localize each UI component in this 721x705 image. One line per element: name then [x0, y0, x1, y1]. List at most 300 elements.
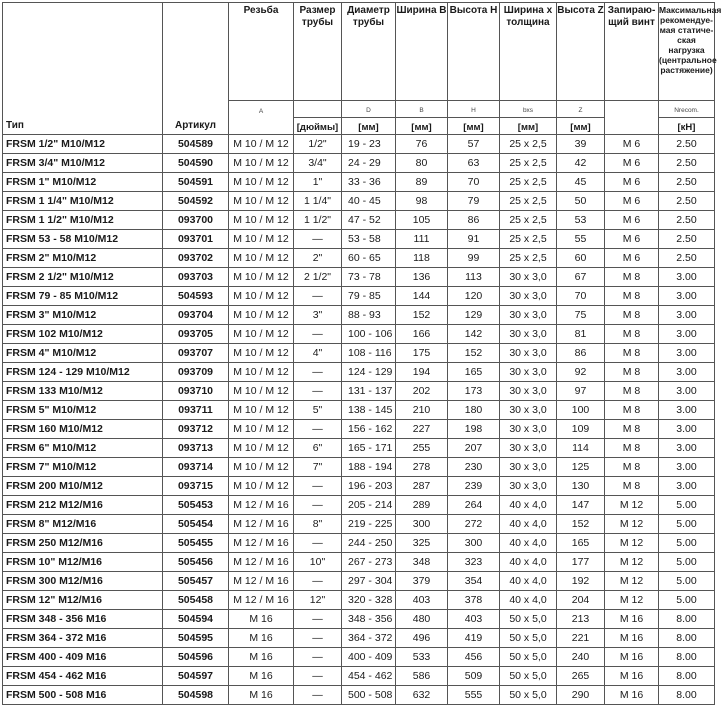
- cell-thread: M 10 / M 12: [229, 192, 294, 211]
- cell-thread: M 16: [229, 629, 294, 648]
- cell-pipe-size: —: [294, 287, 342, 306]
- cell-height-z: 81: [557, 325, 605, 344]
- cell-lock-screw: M 8: [605, 306, 659, 325]
- cell-thread: M 10 / M 12: [229, 325, 294, 344]
- cell-width-b: 533: [396, 648, 448, 667]
- cell-width-b: 144: [396, 287, 448, 306]
- cell-diameter: 219 - 225: [342, 515, 396, 534]
- cell-width-b: 632: [396, 686, 448, 705]
- cell-article: 093704: [163, 306, 229, 325]
- cell-type: FRSM 3/4" M10/M12: [3, 154, 163, 173]
- cell-pipe-size: —: [294, 496, 342, 515]
- cell-thread: M 16: [229, 667, 294, 686]
- cell-diameter: 500 - 508: [342, 686, 396, 705]
- cell-max-load: 5.00: [659, 496, 715, 515]
- cell-type: FRSM 1/2" M10/M12: [3, 135, 163, 154]
- cell-height-z: 177: [557, 553, 605, 572]
- cell-max-load: 3.00: [659, 420, 715, 439]
- cell-diameter: 40 - 45: [342, 192, 396, 211]
- cell-diameter: 188 - 194: [342, 458, 396, 477]
- cell-max-load: 5.00: [659, 572, 715, 591]
- cell-thread: M 10 / M 12: [229, 287, 294, 306]
- cell-type: FRSM 500 - 508 M16: [3, 686, 163, 705]
- table-row: [3, 344, 715, 363]
- cell-lock-screw: M 6: [605, 173, 659, 192]
- header-max-load-unit: [кН]: [659, 118, 715, 135]
- cell-width-thickness: 30 x 3,0: [500, 458, 557, 477]
- cell-width-b: 496: [396, 629, 448, 648]
- cell-pipe-size: —: [294, 648, 342, 667]
- cell-pipe-size: —: [294, 667, 342, 686]
- cell-height-z: 45: [557, 173, 605, 192]
- cell-lock-screw: M 12: [605, 572, 659, 591]
- cell-max-load: 5.00: [659, 553, 715, 572]
- cell-thread: M 10 / M 12: [229, 401, 294, 420]
- cell-height-z: 192: [557, 572, 605, 591]
- header-diameter-label: Диаметр трубы: [347, 5, 390, 28]
- table-row: [3, 287, 715, 306]
- table-row: [3, 648, 715, 667]
- cell-diameter: 320 - 328: [342, 591, 396, 610]
- cell-width-b: 287: [396, 477, 448, 496]
- cell-diameter: 88 - 93: [342, 306, 396, 325]
- cell-width-b: 152: [396, 306, 448, 325]
- cell-width-thickness: 30 x 3,0: [500, 477, 557, 496]
- cell-type: FRSM 1 1/4" M10/M12: [3, 192, 163, 211]
- cell-height-z: 109: [557, 420, 605, 439]
- cell-lock-screw: M 12: [605, 515, 659, 534]
- cell-max-load: 3.00: [659, 268, 715, 287]
- cell-type: FRSM 7" M10/M12: [3, 458, 163, 477]
- cell-width-b: 586: [396, 667, 448, 686]
- header-thread-label: Резьба: [243, 5, 279, 16]
- cell-lock-screw: M 12: [605, 496, 659, 515]
- cell-lock-screw: M 16: [605, 610, 659, 629]
- cell-lock-screw: M 6: [605, 192, 659, 211]
- cell-width-b: 202: [396, 382, 448, 401]
- cell-height-z: 70: [557, 287, 605, 306]
- cell-thread: M 10 / M 12: [229, 458, 294, 477]
- cell-type: FRSM 1 1/2" M10/M12: [3, 211, 163, 230]
- cell-lock-screw: M 8: [605, 344, 659, 363]
- cell-width-thickness: 40 x 4,0: [500, 572, 557, 591]
- cell-height-h: 555: [448, 686, 500, 705]
- header-article: Артикул: [163, 3, 229, 135]
- cell-thread: M 10 / M 12: [229, 268, 294, 287]
- cell-width-thickness: 50 x 5,0: [500, 648, 557, 667]
- cell-diameter: 165 - 171: [342, 439, 396, 458]
- cell-max-load: 3.00: [659, 477, 715, 496]
- cell-width-b: 166: [396, 325, 448, 344]
- cell-type: FRSM 124 - 129 M10/M12: [3, 363, 163, 382]
- cell-thread: M 10 / M 12: [229, 154, 294, 173]
- cell-diameter: 33 - 36: [342, 173, 396, 192]
- cell-article: 093710: [163, 382, 229, 401]
- cell-diameter: 244 - 250: [342, 534, 396, 553]
- cell-width-b: 89: [396, 173, 448, 192]
- cell-width-thickness: 30 x 3,0: [500, 325, 557, 344]
- header-type: Тип: [3, 3, 163, 135]
- product-spec-table: [2, 2, 721, 705]
- cell-height-h: 173: [448, 382, 500, 401]
- cell-diameter: 400 - 409: [342, 648, 396, 667]
- cell-lock-screw: M 6: [605, 211, 659, 230]
- cell-diameter: 138 - 145: [342, 401, 396, 420]
- cell-type: FRSM 3" M10/M12: [3, 306, 163, 325]
- cell-height-z: 75: [557, 306, 605, 325]
- cell-pipe-size: 4": [294, 344, 342, 363]
- cell-width-b: 348: [396, 553, 448, 572]
- cell-pipe-size: —: [294, 629, 342, 648]
- cell-width-thickness: 50 x 5,0: [500, 686, 557, 705]
- cell-width-thickness: 40 x 4,0: [500, 496, 557, 515]
- cell-thread: M 10 / M 12: [229, 439, 294, 458]
- cell-pipe-size: 1/2": [294, 135, 342, 154]
- table-row: [3, 534, 715, 553]
- cell-width-thickness: 25 x 2,5: [500, 249, 557, 268]
- table-row: [3, 211, 715, 230]
- cell-height-h: 165: [448, 363, 500, 382]
- cell-height-z: 240: [557, 648, 605, 667]
- cell-thread: M 10 / M 12: [229, 249, 294, 268]
- table-row: [3, 230, 715, 249]
- cell-article: 093705: [163, 325, 229, 344]
- table-row: [3, 686, 715, 705]
- cell-max-load: 5.00: [659, 515, 715, 534]
- cell-width-b: 278: [396, 458, 448, 477]
- cell-height-h: 99: [448, 249, 500, 268]
- cell-height-z: 152: [557, 515, 605, 534]
- header-pipe-size-unit: [дюймы]: [294, 118, 342, 135]
- cell-width-b: 480: [396, 610, 448, 629]
- cell-article: 093703: [163, 268, 229, 287]
- cell-pipe-size: 5": [294, 401, 342, 420]
- cell-height-z: 86: [557, 344, 605, 363]
- cell-max-load: 3.00: [659, 325, 715, 344]
- cell-height-h: 354: [448, 572, 500, 591]
- cell-lock-screw: M 8: [605, 287, 659, 306]
- cell-pipe-size: 12": [294, 591, 342, 610]
- cell-pipe-size: —: [294, 420, 342, 439]
- cell-max-load: 3.00: [659, 287, 715, 306]
- cell-max-load: 5.00: [659, 534, 715, 553]
- cell-width-thickness: 25 x 2,5: [500, 173, 557, 192]
- cell-type: FRSM 400 - 409 M16: [3, 648, 163, 667]
- cell-width-b: 379: [396, 572, 448, 591]
- cell-type: FRSM 212 M12/M16: [3, 496, 163, 515]
- table-row: [3, 572, 715, 591]
- cell-thread: M 16: [229, 686, 294, 705]
- header-height-z-label: Высота Z: [557, 5, 604, 16]
- cell-max-load: 8.00: [659, 629, 715, 648]
- cell-max-load: 3.00: [659, 458, 715, 477]
- cell-article: 504595: [163, 629, 229, 648]
- table-row: [3, 192, 715, 211]
- cell-article: 505453: [163, 496, 229, 515]
- cell-thread: M 12 / M 16: [229, 515, 294, 534]
- cell-diameter: 19 - 23: [342, 135, 396, 154]
- cell-width-b: 98: [396, 192, 448, 211]
- cell-type: FRSM 4" M10/M12: [3, 344, 163, 363]
- cell-thread: M 10 / M 12: [229, 382, 294, 401]
- cell-height-z: 39: [557, 135, 605, 154]
- cell-pipe-size: —: [294, 477, 342, 496]
- table-row: [3, 135, 715, 154]
- cell-max-load: 8.00: [659, 667, 715, 686]
- cell-pipe-size: 3": [294, 306, 342, 325]
- cell-width-thickness: 25 x 2,5: [500, 154, 557, 173]
- cell-width-thickness: 30 x 3,0: [500, 287, 557, 306]
- header-width-b: [396, 3, 448, 101]
- header-pipe-size: [294, 3, 342, 101]
- table-row: [3, 629, 715, 648]
- cell-height-h: 120: [448, 287, 500, 306]
- cell-article: 504591: [163, 173, 229, 192]
- header-width-thickness-symbol: bxs: [500, 101, 557, 118]
- cell-type: FRSM 454 - 462 M16: [3, 667, 163, 686]
- cell-width-thickness: 25 x 2,5: [500, 230, 557, 249]
- cell-article: 504589: [163, 135, 229, 154]
- cell-thread: M 10 / M 12: [229, 363, 294, 382]
- table-row: [3, 420, 715, 439]
- cell-width-thickness: 40 x 4,0: [500, 515, 557, 534]
- cell-height-h: 63: [448, 154, 500, 173]
- cell-pipe-size: 1 1/2": [294, 211, 342, 230]
- header-height-z: [557, 3, 605, 101]
- cell-height-h: 152: [448, 344, 500, 363]
- header-height-h-label: Высота H: [449, 5, 498, 16]
- cell-article: 504598: [163, 686, 229, 705]
- cell-width-b: 111: [396, 230, 448, 249]
- cell-height-h: 456: [448, 648, 500, 667]
- cell-lock-screw: M 6: [605, 154, 659, 173]
- cell-height-h: 86: [448, 211, 500, 230]
- table-row: [3, 401, 715, 420]
- cell-pipe-size: —: [294, 325, 342, 344]
- cell-pipe-size: —: [294, 610, 342, 629]
- header-thread: [229, 3, 294, 101]
- cell-thread: M 12 / M 16: [229, 572, 294, 591]
- cell-width-thickness: 50 x 5,0: [500, 610, 557, 629]
- cell-thread: M 10 / M 12: [229, 173, 294, 192]
- cell-diameter: 131 - 137: [342, 382, 396, 401]
- cell-article: 093709: [163, 363, 229, 382]
- header-max-load-symbol: Nrecom.: [659, 101, 715, 118]
- table-row: [3, 496, 715, 515]
- cell-thread: M 10 / M 12: [229, 344, 294, 363]
- cell-height-h: 419: [448, 629, 500, 648]
- cell-article: 504593: [163, 287, 229, 306]
- header-max-load-label: Максимальная рекомендуе- мая статиче- ская нагрузка (центральное растяжение): [659, 5, 721, 75]
- cell-width-b: 289: [396, 496, 448, 515]
- cell-article: 505457: [163, 572, 229, 591]
- cell-type: FRSM 53 - 58 M10/M12: [3, 230, 163, 249]
- header-pipe-size-label: Размер трубы: [299, 5, 336, 28]
- header-lock-screw-label: Запираю- щий винт: [607, 5, 656, 28]
- cell-width-b: 403: [396, 591, 448, 610]
- cell-width-b: 300: [396, 515, 448, 534]
- cell-max-load: 3.00: [659, 382, 715, 401]
- header-thread-symbol: A: [229, 101, 294, 118]
- cell-width-b: 80: [396, 154, 448, 173]
- cell-width-b: 194: [396, 363, 448, 382]
- cell-diameter: 348 - 356: [342, 610, 396, 629]
- table-body: [3, 135, 715, 705]
- cell-type: FRSM 300 M12/M16: [3, 572, 163, 591]
- table-row: [3, 458, 715, 477]
- header-width-b-unit: [мм]: [396, 118, 448, 135]
- cell-article: 504592: [163, 192, 229, 211]
- table-row: [3, 477, 715, 496]
- header-diameter-symbol: D: [342, 101, 396, 118]
- cell-height-h: 323: [448, 553, 500, 572]
- cell-height-h: 272: [448, 515, 500, 534]
- cell-type: FRSM 160 M10/M12: [3, 420, 163, 439]
- header-height-h: [448, 3, 500, 101]
- cell-width-b: 76: [396, 135, 448, 154]
- cell-height-h: 509: [448, 667, 500, 686]
- cell-height-h: 300: [448, 534, 500, 553]
- cell-pipe-size: 1 1/4": [294, 192, 342, 211]
- cell-diameter: 53 - 58: [342, 230, 396, 249]
- cell-thread: M 10 / M 12: [229, 420, 294, 439]
- cell-width-thickness: 25 x 2,5: [500, 135, 557, 154]
- table-row: [3, 439, 715, 458]
- cell-type: FRSM 348 - 356 M16: [3, 610, 163, 629]
- cell-type: FRSM 250 M12/M16: [3, 534, 163, 553]
- cell-lock-screw: M 6: [605, 135, 659, 154]
- header-diameter-unit: [мм]: [342, 118, 396, 135]
- cell-height-h: 378: [448, 591, 500, 610]
- cell-article: 504597: [163, 667, 229, 686]
- cell-max-load: 2.50: [659, 192, 715, 211]
- cell-diameter: 47 - 52: [342, 211, 396, 230]
- cell-width-thickness: 50 x 5,0: [500, 629, 557, 648]
- cell-height-h: 180: [448, 401, 500, 420]
- cell-thread: M 12 / M 16: [229, 553, 294, 572]
- cell-diameter: 73 - 78: [342, 268, 396, 287]
- cell-height-h: 79: [448, 192, 500, 211]
- header-width-b-symbol: B: [396, 101, 448, 118]
- cell-lock-screw: M 8: [605, 268, 659, 287]
- cell-article: 093712: [163, 420, 229, 439]
- cell-pipe-size: 2": [294, 249, 342, 268]
- table-row: [3, 306, 715, 325]
- cell-height-h: 264: [448, 496, 500, 515]
- cell-lock-screw: M 8: [605, 420, 659, 439]
- header-height-h-symbol: H: [448, 101, 500, 118]
- cell-pipe-size: 6": [294, 439, 342, 458]
- cell-diameter: 297 - 304: [342, 572, 396, 591]
- cell-width-thickness: 40 x 4,0: [500, 553, 557, 572]
- cell-lock-screw: M 8: [605, 363, 659, 382]
- cell-lock-screw: M 16: [605, 667, 659, 686]
- table-row: [3, 553, 715, 572]
- cell-max-load: 2.50: [659, 154, 715, 173]
- header-width-b-label: Ширина B: [396, 5, 447, 16]
- cell-width-thickness: 30 x 3,0: [500, 363, 557, 382]
- cell-diameter: 196 - 203: [342, 477, 396, 496]
- cell-thread: M 10 / M 12: [229, 211, 294, 230]
- cell-height-h: 198: [448, 420, 500, 439]
- cell-article: 505455: [163, 534, 229, 553]
- cell-max-load: 3.00: [659, 363, 715, 382]
- cell-article: 093714: [163, 458, 229, 477]
- cell-pipe-size: —: [294, 686, 342, 705]
- cell-width-b: 175: [396, 344, 448, 363]
- cell-lock-screw: M 8: [605, 458, 659, 477]
- cell-width-b: 325: [396, 534, 448, 553]
- table-row: [3, 610, 715, 629]
- cell-thread: M 12 / M 16: [229, 591, 294, 610]
- cell-diameter: 108 - 116: [342, 344, 396, 363]
- cell-lock-screw: M 12: [605, 553, 659, 572]
- cell-height-z: 204: [557, 591, 605, 610]
- header-lock-screw: [605, 3, 659, 101]
- header-width-thickness: [500, 3, 557, 101]
- cell-width-thickness: 30 x 3,0: [500, 268, 557, 287]
- cell-type: FRSM 200 M10/M12: [3, 477, 163, 496]
- cell-width-thickness: 25 x 2,5: [500, 192, 557, 211]
- cell-height-z: 290: [557, 686, 605, 705]
- cell-max-load: 2.50: [659, 211, 715, 230]
- cell-thread: M 16: [229, 610, 294, 629]
- cell-lock-screw: M 8: [605, 382, 659, 401]
- cell-article: 093702: [163, 249, 229, 268]
- header-height-z-symbol: Z: [557, 101, 605, 118]
- cell-height-z: 213: [557, 610, 605, 629]
- table-row: [3, 363, 715, 382]
- cell-lock-screw: M 16: [605, 629, 659, 648]
- cell-pipe-size: 7": [294, 458, 342, 477]
- cell-article: 093715: [163, 477, 229, 496]
- cell-height-z: 92: [557, 363, 605, 382]
- cell-height-z: 50: [557, 192, 605, 211]
- cell-pipe-size: —: [294, 230, 342, 249]
- cell-pipe-size: —: [294, 534, 342, 553]
- cell-height-z: 221: [557, 629, 605, 648]
- cell-article: 093701: [163, 230, 229, 249]
- header-height-h-unit: [мм]: [448, 118, 500, 135]
- cell-diameter: 79 - 85: [342, 287, 396, 306]
- cell-width-b: 210: [396, 401, 448, 420]
- cell-max-load: 2.50: [659, 135, 715, 154]
- header-diameter: [342, 3, 396, 101]
- cell-width-thickness: 40 x 4,0: [500, 591, 557, 610]
- cell-height-h: 91: [448, 230, 500, 249]
- cell-height-z: 60: [557, 249, 605, 268]
- cell-type: FRSM 6" M10/M12: [3, 439, 163, 458]
- table-row: [3, 591, 715, 610]
- cell-max-load: 2.50: [659, 249, 715, 268]
- cell-diameter: 24 - 29: [342, 154, 396, 173]
- table-row: [3, 249, 715, 268]
- cell-width-thickness: 25 x 2,5: [500, 211, 557, 230]
- cell-diameter: 454 - 462: [342, 667, 396, 686]
- cell-width-thickness: 30 x 3,0: [500, 344, 557, 363]
- header-lock-screw-symbol: [605, 101, 659, 118]
- cell-height-h: 142: [448, 325, 500, 344]
- cell-lock-screw: M 6: [605, 249, 659, 268]
- cell-max-load: 3.00: [659, 306, 715, 325]
- cell-max-load: 3.00: [659, 344, 715, 363]
- cell-article: 504596: [163, 648, 229, 667]
- cell-thread: M 16: [229, 648, 294, 667]
- cell-type: FRSM 364 - 372 M16: [3, 629, 163, 648]
- cell-type: FRSM 133 M10/M12: [3, 382, 163, 401]
- cell-height-h: 70: [448, 173, 500, 192]
- header-height-z-unit: [мм]: [557, 118, 605, 135]
